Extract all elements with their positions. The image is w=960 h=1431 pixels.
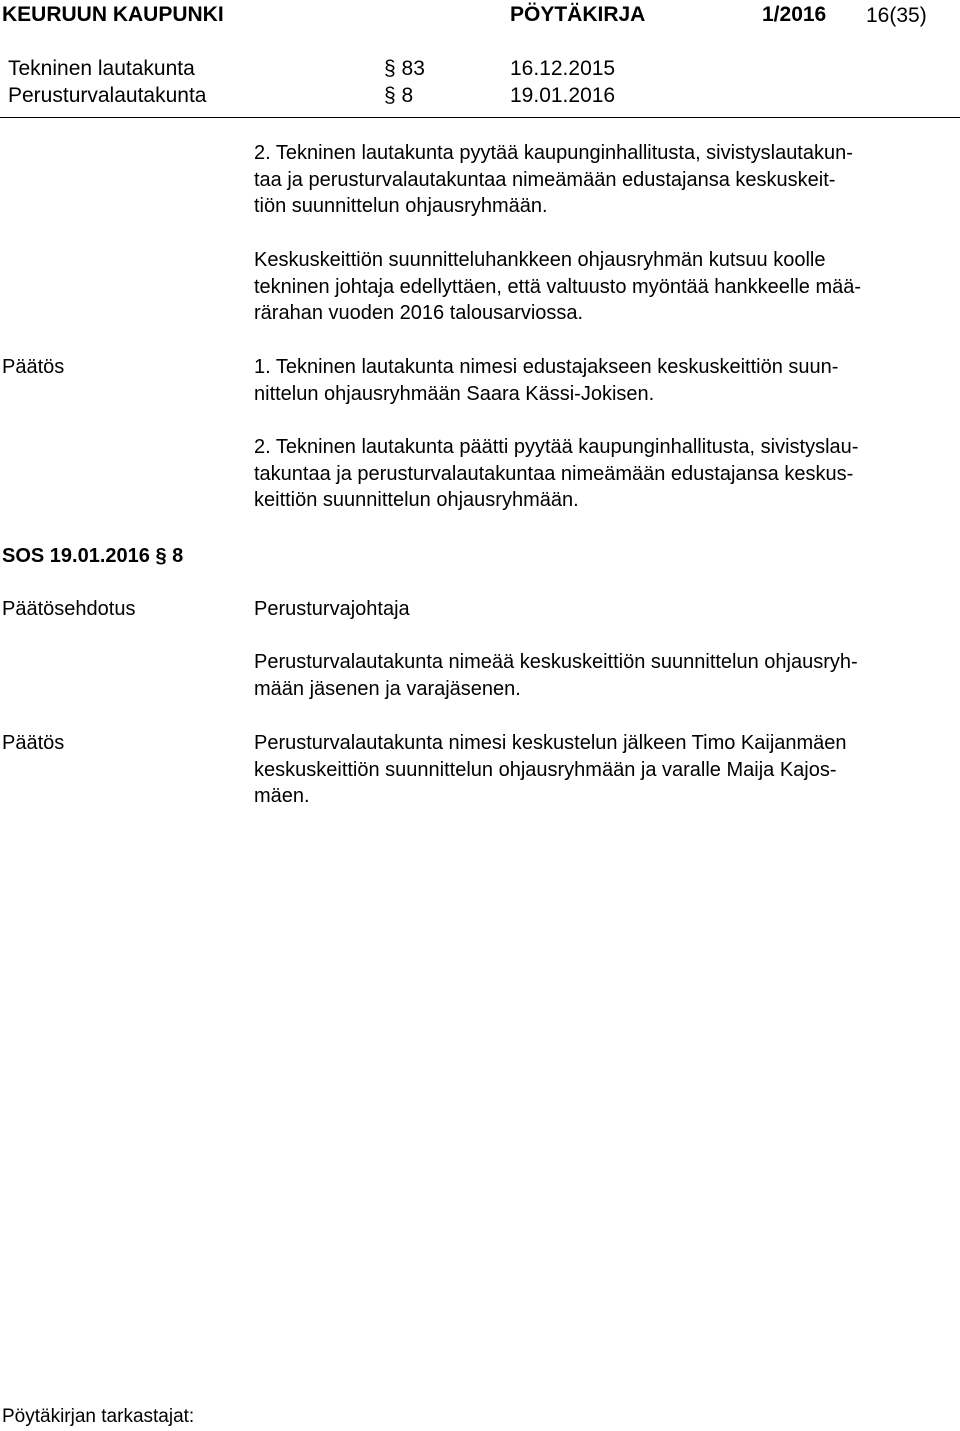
meeting-date-1: 16.12.2015 bbox=[510, 57, 616, 80]
paragraph-decision-1: 1. Tekninen lautakunta nimesi edustajakseen keskuskeittiön suun- nittelun ohjausryhmään Saara Kässi-Jokisen. bbox=[254, 356, 839, 405]
organization-name: KEURUUN KAUPUNKI bbox=[2, 3, 224, 26]
meeting-date-2: 19.01.2016 bbox=[510, 84, 616, 107]
meeting-section-1: § 83 bbox=[384, 57, 425, 80]
footer-reviewers: Pöytäkirjan tarkastajat: bbox=[2, 1406, 195, 1427]
header-divider bbox=[0, 117, 960, 118]
paragraph-decision-2: 2. Tekninen lautakunta päätti pyytää kaupunginhallitusta, sivistyslau- takuntaa ja perusturvalautakuntaa nimeämään edustajansa keskus- keittiön suunnittelun ohjausryhmään. bbox=[254, 436, 859, 511]
label-proposal: Päätösehdotus bbox=[2, 598, 136, 620]
label-decision: Päätös bbox=[2, 356, 65, 378]
document-type: PÖYTÄKIRJA bbox=[510, 3, 646, 26]
paragraph-steering-group: Keskuskeittiön suunnitteluhankkeen ohjausryhmän kutsuu koolle tekninen johtaja edellyttäen, että valtuusto myöntää hankkeelle mää- rärahan vuoden 2016 talousarviossa. bbox=[254, 249, 862, 324]
sos-heading: SOS 19.01.2016 § 8 bbox=[2, 545, 184, 567]
page-number: 16(35) bbox=[866, 4, 927, 27]
document-number: 1/2016 bbox=[762, 3, 827, 26]
paragraph-request: 2. Tekninen lautakunta pyytää kaupunginhallitusta, sivistyslautakun- taa ja perusturvalautakuntaa nimeämään edustajansa keskuskeit- tiön suunnittelun ohjausryhmään. bbox=[254, 142, 853, 217]
proposal-author: Perusturvajohtaja bbox=[254, 598, 410, 620]
label-decision-sos: Päätös bbox=[2, 732, 65, 754]
meeting-section-2: § 8 bbox=[384, 84, 414, 107]
paragraph-decision-sos: Perusturvalautakunta nimesi keskustelun jälkeen Timo Kaijanmäen keskuskeittiön suunnittelun ohjausryhmään ja varalle Maija Kajos- mäen. bbox=[254, 732, 847, 807]
meeting-body-1: Tekninen lautakunta bbox=[8, 57, 195, 80]
meeting-body-2: Perusturvalautakunta bbox=[8, 84, 207, 107]
paragraph-proposal: Perusturvalautakunta nimeää keskuskeittiön suunnittelun ohjausryh- mään jäsenen ja varajäsenen. bbox=[254, 651, 858, 700]
